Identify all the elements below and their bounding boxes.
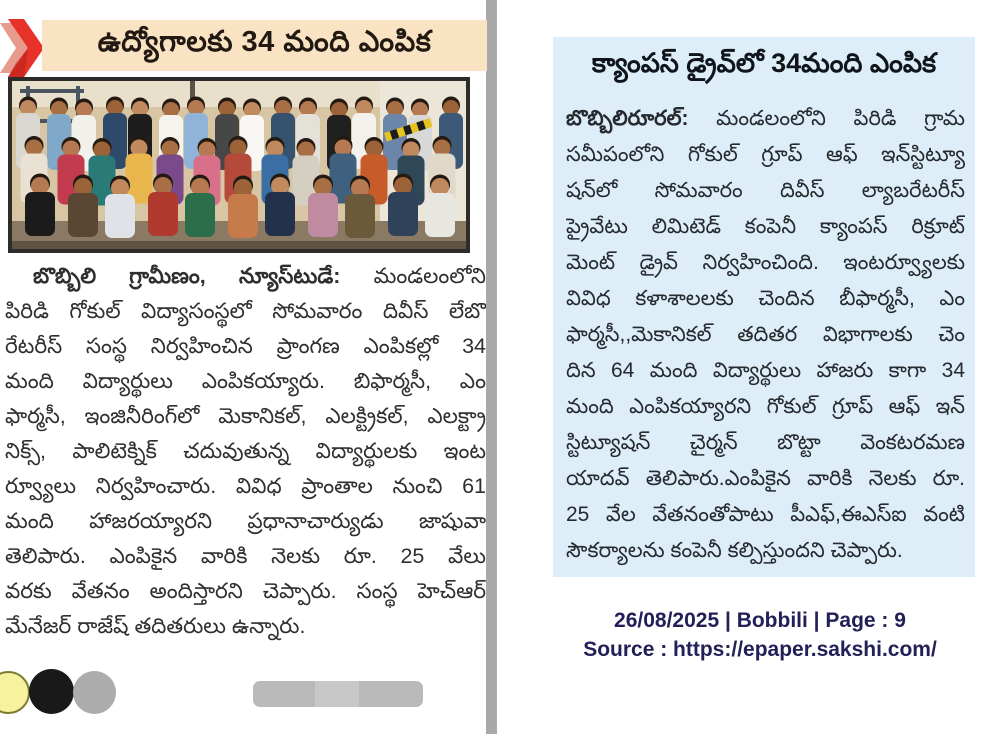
body-line: పిరిడి గోకుల్ విద్యాసంస్థలో సోమవారం దివీస్ లేబొ bbox=[5, 299, 486, 323]
gray-bar-highlight bbox=[315, 681, 359, 707]
body-line: మెంట్ డ్రైవ్ నిర్వహించింది. ఇంటర్వ్యూలకు bbox=[566, 251, 965, 274]
body-line: తెలిపారు. ఎంపికైన వారికి నెలకు రూ. 25 వేలు bbox=[5, 544, 486, 568]
yellow-dot bbox=[0, 671, 30, 714]
body-line: ర్వ్యూలు నిర్వహించారు. వివిధ ప్రాంతాల నుంచి 61 bbox=[5, 474, 486, 498]
body-text: మండలంలోని bbox=[340, 264, 486, 288]
body-text: మండలంలోని పిరిడి గ్రామ bbox=[688, 107, 965, 130]
left-article-body bbox=[5, 259, 486, 644]
body-line: వరకు వేతనం అందిస్తారని చెప్పారు. సంస్థ హెచ్‌ఆర్ bbox=[5, 579, 486, 603]
body-line: రేటరీస్ సంస్థ నిర్వహించిన ప్రాంగణ ఎంపికల్లో 34 bbox=[5, 334, 486, 358]
body-line: ఫార్మసీ, ఇంజినీరింగ్‌లో మెకానికల్, ఎలక్ట్రికల్, ఎలక్ట్రా bbox=[5, 404, 486, 428]
body-line: వివిధ కళాశాలలకు చెందిన బీఫార్మసీ, ఎం bbox=[566, 287, 965, 310]
black-dot bbox=[29, 669, 74, 714]
right-dateline: బొబ్బిలిరూరల్: bbox=[566, 107, 689, 130]
body-line: ఫార్మసీ,,మెకానికల్ తదితర విభాగాలకు చెం bbox=[566, 323, 965, 346]
right-article-headline: క్యాంపస్ డ్రైవ్‌లో 34మంది ఎంపిక bbox=[591, 48, 937, 78]
date-location-page: 26/08/2025 | Bobbili | Page : 9 bbox=[614, 609, 906, 632]
body-line: సమీపంలోని గోకుల్ గ్రూప్ ఆఫ్ ఇన్‌స్టిట్యూ bbox=[566, 143, 965, 166]
right-article-body bbox=[566, 101, 965, 569]
left-article-headline: ఉద్యోగాలకు 34 మంది ఎంపిక bbox=[42, 20, 487, 71]
body-line: దిన 64 మంది విద్యార్థులు హాజరు కాగా 34 bbox=[566, 359, 965, 382]
body-line: షన్‌లో సోమవారం దివీస్ ల్యాబరేటరీస్ bbox=[566, 179, 965, 202]
body-line bbox=[566, 101, 965, 137]
body-line: మంది విద్యార్థులు ఎంపికయ్యారు. బిఫార్మసీ, ఎం bbox=[5, 369, 486, 393]
body-line: మంది హాజరయ్యారని ప్రధానాచార్యుడు జాషువా bbox=[5, 509, 486, 533]
body-line: 25 వేల వేతనంతోపాటు పీఎఫ్,ఈఎస్ఐ వంటి bbox=[566, 503, 965, 526]
body-line bbox=[5, 259, 486, 294]
right-article-box bbox=[553, 37, 975, 577]
body-line: మంది ఎంపికయ్యారని గోకుల్ గ్రూప్ ఆఫ్ ఇన్ bbox=[566, 395, 965, 418]
source-url: Source : https://epaper.sakshi.com/ bbox=[583, 638, 937, 661]
group-photo bbox=[8, 77, 470, 253]
body-line: నిక్స్, పాలిటెక్నిక్ చదువుతున్న విద్యార్థులకు ఇంట bbox=[5, 439, 486, 463]
gray-bar bbox=[253, 681, 423, 707]
body-line: ప్రైవేటు లిమిటెడ్ కంపెనీ క్యాంపస్ రిక్రూట్ bbox=[566, 215, 965, 238]
double-chevron-icon bbox=[0, 19, 46, 77]
column-divider bbox=[486, 0, 497, 734]
left-dateline: బొబ్బిలి గ్రామీణం, న్యూస్‌టుడే: bbox=[33, 264, 341, 288]
clipping-footer bbox=[545, 606, 975, 664]
body-line: సౌకర్యాలను కంపెనీ కల్పిస్తుందని చెప్పారు. bbox=[566, 539, 903, 562]
body-line: యాదవ్ తెలిపారు.ఎంపికైన వారికి నెలకు రూ. bbox=[566, 467, 965, 490]
gray-dot bbox=[73, 671, 116, 714]
body-line: స్టిట్యూషన్ చైర్మన్ బొట్టా వెంకటరమణ bbox=[566, 431, 965, 454]
body-line: మేనేజర్ రాజేష్ తదితరులు ఉన్నారు. bbox=[5, 614, 306, 638]
group-photo-illustration bbox=[12, 81, 466, 249]
